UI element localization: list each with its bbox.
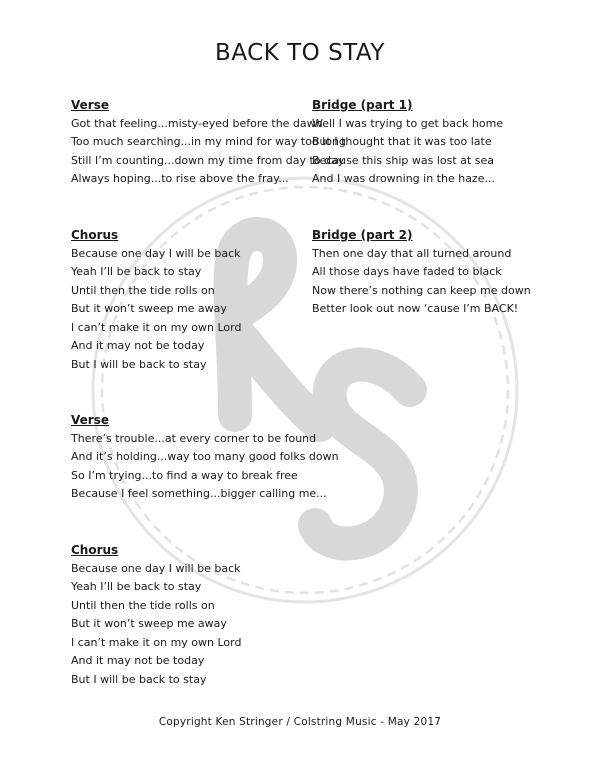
verse-2-heading: Verse <box>71 413 109 427</box>
bridge-part-2-section <box>312 226 531 319</box>
lyric-line: All those days have faded to black <box>312 265 502 278</box>
bridge-part-2-heading: Bridge (part 2) <box>312 228 413 242</box>
lyric-line: And I was drowning in the haze... <box>312 172 495 185</box>
lyric-line: Yeah I’ll be back to stay <box>71 265 202 278</box>
lyric-line: Too much searching...in my mind for way too long <box>71 135 346 148</box>
bridge-part-1-heading: Bridge (part 1) <box>312 98 413 112</box>
lyric-line: But I thought that it was too late <box>312 135 492 148</box>
lyric-line: Well I was trying to get back home <box>312 116 504 130</box>
lyric-line: Got that feeling...misty-eyed before the dawn <box>71 116 323 130</box>
song-title: BACK TO STAY <box>215 40 385 66</box>
copyright-footer: Copyright Ken Stringer / Colstring Music - May 2017 <box>158 716 442 728</box>
lyric-line: And it may not be today <box>71 339 205 352</box>
lyric-line: But I will be back to stay <box>71 672 207 686</box>
lyric-line: And it’s holding...way too many good folks down <box>71 450 339 463</box>
lyric-line: I can’t make it on my own Lord <box>71 320 242 334</box>
lyric-line: Better look out now ‘cause I’m BACK! <box>312 302 519 315</box>
lyric-line: Yeah I’ll be back to stay <box>71 580 202 593</box>
lyric-line: Because I feel something...bigger calling me... <box>71 487 327 500</box>
chorus-1-heading: Chorus <box>71 228 119 242</box>
lyric-line: Because one day I will be back <box>71 561 241 575</box>
lyric-line: Now there’s nothing can keep me down <box>312 283 531 297</box>
lyric-line: But it won’t sweep me away <box>71 617 227 630</box>
lyric-line: But I will be back to stay <box>71 357 207 371</box>
lyric-line: I can’t make it on my own Lord <box>71 635 242 649</box>
lyric-line: Then one day that all turned around <box>312 246 512 260</box>
lyric-line: Because this ship was lost at sea <box>312 153 494 167</box>
bridge-part-1-section <box>312 96 503 189</box>
lyric-line: Until then the tide rolls on <box>71 598 215 612</box>
lyric-line: But it won’t sweep me away <box>71 302 227 315</box>
chorus-2-section <box>71 541 241 689</box>
chorus-2-heading: Chorus <box>71 543 119 557</box>
verse-1-section <box>71 96 346 189</box>
lyric-line: Always hoping...to rise above the fray... <box>71 172 289 185</box>
lyric-line: Because one day I will be back <box>71 246 241 260</box>
lyric-line: Until then the tide rolls on <box>71 283 215 297</box>
lyric-line: And it may not be today <box>71 654 205 667</box>
lyric-line: There’s trouble...at every corner to be found <box>71 431 317 445</box>
chorus-1-section <box>71 226 241 374</box>
verse-1-heading: Verse <box>71 98 109 112</box>
lyric-line: Still I’m counting...down my time from day to day <box>71 153 345 167</box>
verse-2-section <box>71 411 339 504</box>
lyric-line: So I’m trying...to find a way to break free <box>71 468 298 482</box>
